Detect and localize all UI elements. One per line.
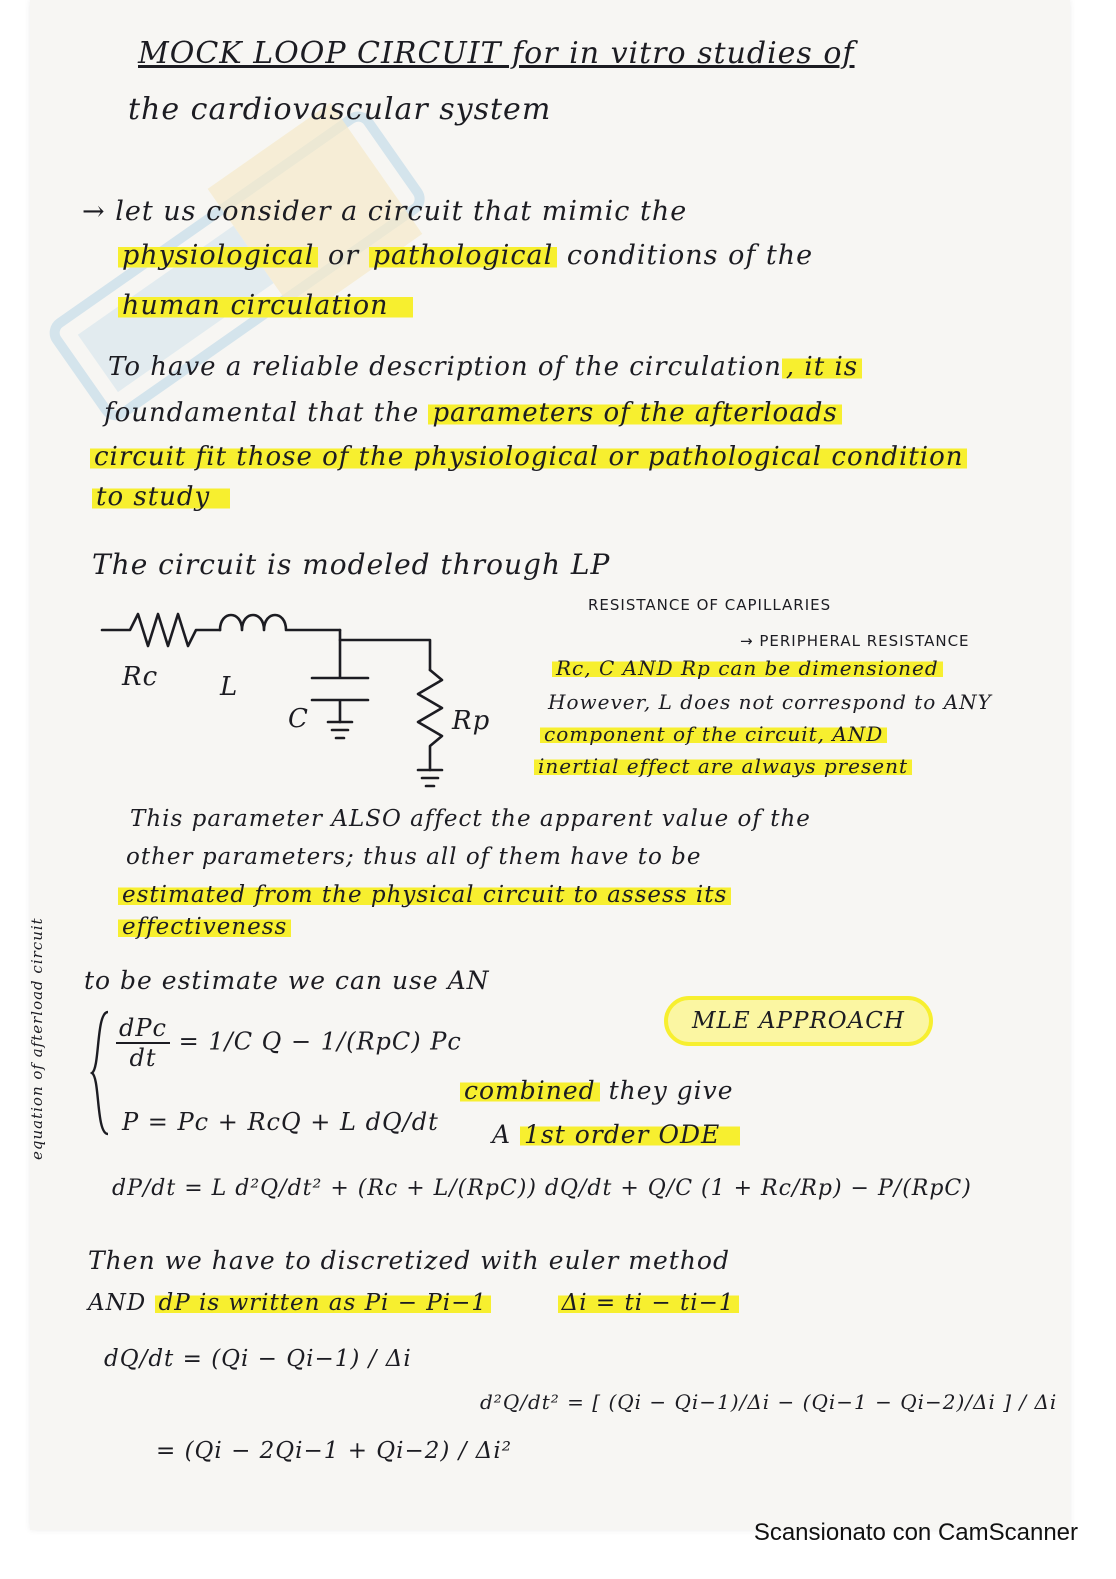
circuit-note-4: inertial effect are always present <box>534 754 912 778</box>
label-c: C <box>288 704 309 734</box>
annotation-capillaries: RESISTANCE OF CAPILLARIES <box>588 596 832 614</box>
circuit-diagram <box>90 600 520 800</box>
label-rp: Rp <box>452 706 491 736</box>
circuit-note-3: component of the circuit, AND <box>540 722 887 746</box>
equation-d2q: d²Q/dt² = [ (Qi − Qi−1)/Δi − (Qi−1 − Qi−2)/Δi ] / Δi <box>480 1390 1058 1414</box>
equation-d2q-final: = (Qi − 2Qi−1 + Qi−2) / Δi² <box>156 1438 512 1464</box>
label-l: L <box>220 672 239 702</box>
page-title: MOCK LOOP CIRCUIT for in vitro studies of <box>138 36 855 71</box>
side-note: equation of afterload circuit <box>28 917 46 1160</box>
intro-line-3: human circulation <box>118 290 413 321</box>
equation-dq: dQ/dt = (Qi − Qi−1) / Δi <box>104 1346 412 1372</box>
discretize-line-1: Then we have to discretized with euler method <box>88 1246 730 1275</box>
paragraph-1-line-3: circuit fit those of the physiological or pathological condition <box>90 442 967 472</box>
paragraph-2-line-2: other parameters; thus all of them have to be <box>126 844 702 870</box>
paragraph-2-line-1: This parameter ALSO affect the apparent value of the <box>130 806 811 832</box>
arrow-icon: → <box>82 196 106 227</box>
paragraph-1-line-1: To have a reliable description of the circulation , it is <box>108 352 862 382</box>
ode-note: A 1st order ODE <box>492 1120 740 1149</box>
model-line: The circuit is modeled through LP <box>92 548 611 581</box>
paragraph-1-line-4: to study <box>92 482 230 512</box>
annotation-peripheral: → PERIPHERAL RESISTANCE <box>740 632 970 650</box>
ground-symbol-2 <box>418 770 442 786</box>
mle-circled: MLE APPROACH <box>664 996 933 1046</box>
scanner-footer: Scansionato con CamScanner <box>753 1519 1078 1546</box>
brace-symbol <box>90 1010 110 1136</box>
paragraph-1-line-2: foundamental that the parameters of the afterloads <box>104 398 842 428</box>
resistor-rp-symbol <box>418 670 442 770</box>
capacitor-symbol <box>312 640 368 722</box>
intro-line-2: physiological or pathological conditions of the <box>118 240 813 271</box>
paragraph-2-line-3: estimated from the physical circuit to assess its <box>118 882 731 908</box>
resistor-rc-symbol <box>102 614 220 646</box>
paragraph-2-line-4: effectiveness <box>118 914 291 940</box>
inductor-symbol <box>220 615 340 630</box>
ground-symbol-1 <box>328 722 352 738</box>
label-rc: Rc <box>122 662 159 692</box>
page-subtitle: the cardiovascular system <box>128 92 552 127</box>
equation-1: $\frac{\text{dPc}}{dt}$ = 1/C Q − 1/(RpC) Pc <box>116 1014 462 1072</box>
intro-line-1: → let us consider a circuit that mimic the <box>82 196 688 227</box>
equation-2: P = Pc + RcQ + L dQ/dt <box>122 1108 439 1136</box>
circuit-note-1: Rc, C AND Rp can be dimensioned <box>552 656 943 680</box>
circuit-note-2: However, L does not correspond to ANY <box>548 690 992 714</box>
equation-3: dP/dt = L d²Q/dt² + (Rc + L/(RpC)) dQ/dt + Q/C (1 + Rc/Rp) − P/(RpC) <box>112 1176 972 1201</box>
discretize-line-2: AND dP is written as Pi − Pi−1 Δi = ti − ti−1 <box>88 1290 739 1316</box>
mle-line: to be estimate we can use AN <box>84 966 490 995</box>
combined-note: combined they give <box>460 1076 734 1105</box>
arrow-icon: → <box>740 632 760 650</box>
